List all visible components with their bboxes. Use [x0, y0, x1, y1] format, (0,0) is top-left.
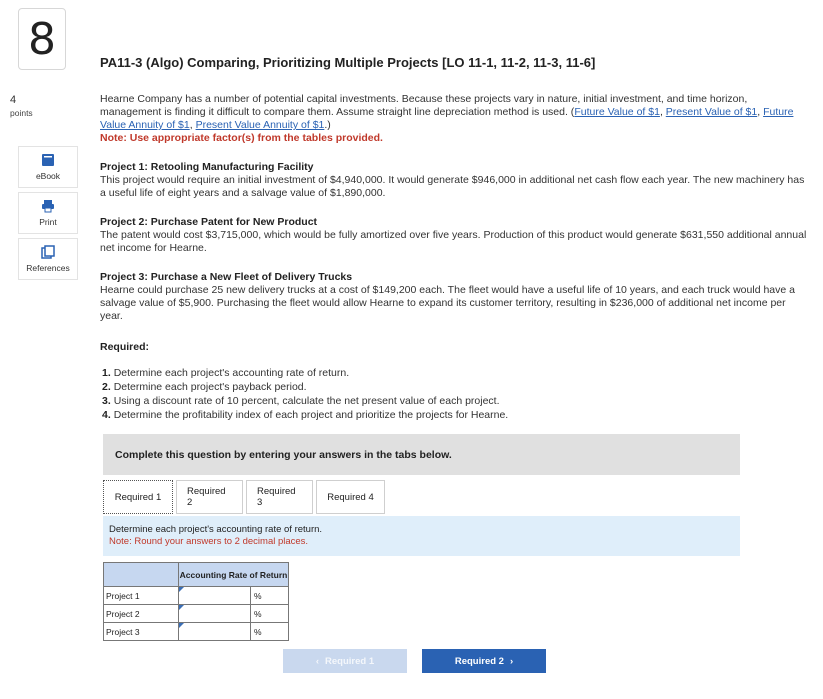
- intro-close: .): [324, 119, 331, 131]
- table-row: [104, 587, 289, 605]
- question-number: 8: [18, 8, 66, 70]
- row-label: Project 2: [104, 605, 179, 623]
- printer-icon: [41, 199, 55, 213]
- row-label: Project 3: [104, 623, 179, 641]
- project-2-arr-input[interactable]: [179, 605, 250, 622]
- points-value: 4: [10, 94, 17, 106]
- chevron-left-icon: ‹: [315, 655, 320, 667]
- tab-required-3[interactable]: Required 3: [246, 480, 313, 514]
- percent-unit: %: [251, 623, 289, 641]
- tab-required-1[interactable]: Required 1: [103, 480, 173, 514]
- tab-required-2[interactable]: Required 2: [176, 480, 243, 514]
- project-body: Hearne could purchase 25 new delivery trucks at a cost of $149,200 each. The fleet would have a useful life of 10 years, and each truck would have a salvage value of $5,900. Purchasing the fleet would allow Hearne to expand its customer territory, resulting in $236,000 of additional net income per year.: [100, 284, 795, 322]
- next-required-button[interactable]: [422, 649, 546, 673]
- blank-header-cell: [104, 563, 179, 587]
- instruction-box: [103, 516, 740, 556]
- answer-table: [103, 562, 289, 641]
- next-label: Required 2: [454, 655, 504, 667]
- references-icon: [41, 245, 55, 259]
- project-body: The patent would cost $3,715,000, which would be fully amortized over five years. Production of this product would generate $631,550 additional annual net income for Hearne.: [100, 229, 807, 254]
- required-tabs: [103, 480, 385, 514]
- instruction-text: Determine each project's accounting rate of return.: [109, 524, 323, 535]
- print-label: Print: [39, 217, 57, 227]
- percent-unit: %: [251, 605, 289, 623]
- present-value-annuity-link[interactable]: Present Value Annuity of $1: [195, 119, 325, 131]
- project-heading: Project 1: Retooling Manufacturing Facility: [100, 161, 314, 173]
- references-button[interactable]: [18, 238, 78, 280]
- row-label: Project 1: [104, 587, 179, 605]
- points-label: points: [10, 108, 33, 118]
- table-row: [104, 623, 289, 641]
- intro-paragraph: Hearne Company has a number of potential capital investments. Because these projects vary in nature, initial investment, and time horizon, management is finding it difficult to compare them. Assume straight line depreciation method is used. (Future Value of $1, Present Value of $1, Future Value Annuity of $1, Present Value Annuity of $1.) Note: Use appropriate factor(s) from the tables provided.: [100, 93, 794, 144]
- chevron-right-icon: ›: [509, 655, 514, 667]
- ebook-button[interactable]: [18, 146, 78, 188]
- project-2: [100, 216, 810, 255]
- intro-text: Hearne Company has a number of potential capital investments. Because these projects vary in nature, initial investment, and time horizon, management is finding it difficult to compare them. Assume straight line depreciation method is used. (: [100, 93, 748, 118]
- tab-required-4[interactable]: Required 4: [316, 480, 385, 514]
- project-1: [100, 161, 810, 200]
- project-heading: Project 2: Purchase Patent for New Product: [100, 216, 318, 228]
- rounding-note: Note: Round your answers to 2 decimal places.: [109, 536, 309, 547]
- project-1-arr-input[interactable]: [179, 587, 250, 604]
- project-3-arr-input[interactable]: [179, 623, 250, 640]
- list-item: 2. Determine each project's payback period.: [102, 381, 307, 393]
- present-value-link[interactable]: Present Value of $1: [665, 106, 758, 118]
- list-item: 4. Determine the profitability index of each project and prioritize the projects for Hearne.: [102, 409, 509, 421]
- project-body: This project would require an initial investment of $4,940,000. It would generate $946,000 in additional net cash flow each year. The new machinery has a useful life of eight years and a salvage value of $1,890,000.: [100, 174, 805, 199]
- complete-prompt: Complete this question by entering your answers in the tabs below.: [103, 434, 740, 475]
- project-3: [100, 271, 810, 323]
- references-label: References: [26, 263, 70, 273]
- arr-column-header: Accounting Rate of Return: [179, 563, 289, 587]
- prev-label: Required 1: [325, 655, 375, 667]
- list-item: 1. Determine each project's accounting rate of return.: [102, 367, 350, 379]
- factor-note: Note: Use appropriate factor(s) from the tables provided.: [100, 132, 383, 144]
- project-1-arr-cell: [179, 587, 251, 605]
- list-item: 3. Using a discount rate of 10 percent, calculate the net present value of each project.: [102, 395, 500, 407]
- required-list: [102, 366, 508, 422]
- points-box: [10, 94, 72, 118]
- future-value-link[interactable]: Future Value of $1: [574, 106, 660, 118]
- ebook-label: eBook: [35, 171, 61, 181]
- table-row: [104, 605, 289, 623]
- project-2-arr-cell: [179, 605, 251, 623]
- required-heading: Required:: [100, 341, 150, 353]
- percent-unit: %: [251, 587, 289, 605]
- project-heading: Project 3: Purchase a New Fleet of Delivery Trucks: [100, 271, 353, 283]
- book-icon: [41, 153, 55, 167]
- prev-required-button[interactable]: [283, 649, 407, 673]
- question-title: PA11-3 (Algo) Comparing, Prioritizing Multiple Projects [LO 11-1, 11-2, 11-3, 11-6]: [100, 55, 596, 70]
- print-button[interactable]: [18, 192, 78, 234]
- future-value-annuity-link[interactable]: Future Value Annuity of $1: [100, 106, 794, 131]
- project-3-arr-cell: [179, 623, 251, 641]
